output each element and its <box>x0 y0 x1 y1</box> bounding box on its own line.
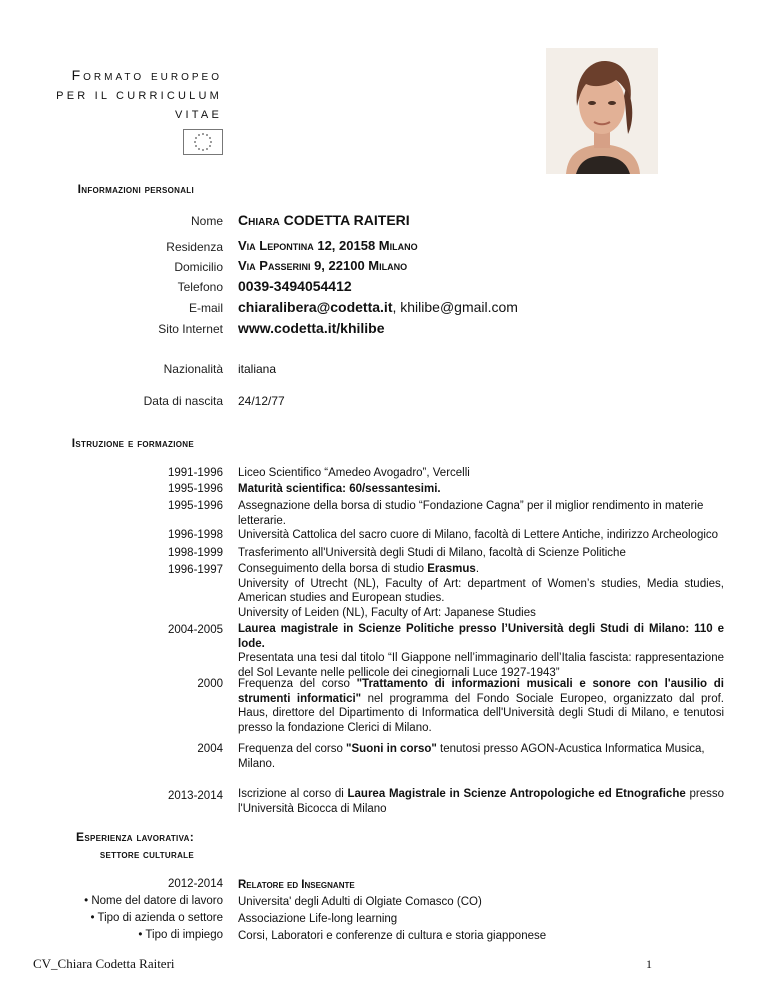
edu-text-4: Università Cattolica del sacro cuore di Milano, facoltà di Lettere Antiche, indirizzo Archeologico <box>238 529 719 541</box>
edu-year-5: 1998-1999 <box>168 547 223 559</box>
edu-year-4: 1996-1998 <box>168 529 223 541</box>
edu-year-2: 1995-1996 <box>168 483 223 495</box>
edu-year-10: 2013-2014 <box>168 790 223 802</box>
footer-page-number: 1 <box>646 957 652 971</box>
edu-text-3: Assegnazione della borsa di studio “Fondazione Cagna” per il miglior rendimento in materie letterarie. <box>238 500 704 527</box>
value-nome: Chiara CODETTA RAITERI <box>238 212 410 228</box>
work-type-label: • Tipo di azienda o settore <box>90 912 223 924</box>
eu-flag-icon <box>183 129 223 155</box>
value-domicilio: Via Passerini 9, 22100 Milano <box>238 258 408 273</box>
value-nazionalita: italiana <box>238 362 277 376</box>
edu-year-1: 1991-1996 <box>168 467 223 479</box>
label-residenza: Residenza <box>166 240 223 254</box>
value-nascita: 24/12/77 <box>238 394 285 408</box>
footer-document-name: CV_Chiara Codetta Raiteri <box>33 956 175 971</box>
work-year: 2012-2014 <box>168 878 223 890</box>
work-job: Corsi, Laboratori e conferenze di cultura e storia giapponese <box>238 930 547 942</box>
edu-text-5: Trasferimento all'Università degli Studi di Milano, facoltà di Scienze Politiche <box>238 547 626 559</box>
section-personal-info: Informazioni personali <box>77 182 194 196</box>
edu-year-9: 2004 <box>197 743 223 755</box>
work-type: Associazione Life-long learning <box>238 913 398 925</box>
label-domicilio: Domicilio <box>174 260 223 274</box>
edu-text-10: Iscrizione al corso di Laurea Magistrale in Scienze Antropologiche ed Etnografiche presso l'Università Bicocca di Milano <box>238 788 724 815</box>
work-employer: Universita' degli Adulti di Olgiate Comasco (CO) <box>238 896 482 908</box>
label-sito: Sito Internet <box>158 322 223 336</box>
edu-text-7: Laurea magistrale in Scienze Politiche presso l’Università degli Studi di Milano: 110 e lode. Presentata una tesi dal titolo “Il Giappone nell’immaginario dell’Italia fascista: rappresentazione del Sol Levante nelle pellicole dei cinegiornali Luce 1927-1943” <box>238 623 724 679</box>
edu-year-7: 2004-2005 <box>168 624 223 636</box>
value-residenza: Via Lepontina 12, 20158 Milano <box>238 238 418 253</box>
value-sito-link[interactable]: www.codetta.it/khilibe <box>238 320 385 336</box>
title-line-2: PER IL CURRICULUM <box>56 90 222 102</box>
label-nome: Nome <box>190 214 223 228</box>
edu-text-2: Maturità scientifica: 60/sessantesimi. <box>238 483 441 495</box>
edu-year-8: 2000 <box>197 678 223 690</box>
label-nazionalita: Nazionalità <box>163 362 223 376</box>
title-line-3: VITAE <box>175 109 222 121</box>
label-telefono: Telefono <box>177 280 223 294</box>
edu-text-1: Liceo Scientifico “Amedeo Avogadro”, Vercelli <box>238 467 470 479</box>
edu-text-6: Conseguimento della borsa di studio Erasmus. University of Utrecht (NL), Faculty of Art: department of Women’s studies, Media studies, American studies and European studies. University of Leiden (NL), Faculty of Art: Japanese Studies <box>238 563 724 619</box>
work-job-label: • Tipo di impiego <box>138 929 223 941</box>
edu-year-3: 1995-1996 <box>168 500 223 512</box>
edu-text-8: Frequenza del corso "Trattamento di informazioni musicali e sonore con l'ausilio di strumenti informatici" nel programma del Fondo Sociale Europeo, organizzato dal prof. Haus, direttore del Dipartimento di Informatica dell'Università degli Studi di Milano, e tenutosi presso la fondazione Clerici di Milano. <box>238 678 724 734</box>
email-secondary: , khilibe@gmail.com <box>392 299 518 315</box>
label-nascita: Data di nascita <box>143 394 223 408</box>
edu-text-9: Frequenza del corso "Suoni in corso" tenutosi presso AGON-Acustica Informatica Musica, Milano. <box>238 743 705 770</box>
section-education: Istruzione e formazione <box>71 436 194 450</box>
edu-year-6: 1996-1997 <box>168 564 223 576</box>
work-role: Relatore ed Insegnante <box>238 879 355 891</box>
cv-format-title <box>56 66 222 125</box>
value-telefono: 0039-3494054412 <box>238 278 352 294</box>
email-primary-link[interactable]: chiaralibera@codetta.it <box>238 299 393 315</box>
work-employer-label: • Nome del datore di lavoro <box>84 895 223 907</box>
value-email <box>238 299 518 315</box>
profile-photo <box>546 48 658 174</box>
title-line-1: Formato europeo <box>71 67 222 83</box>
label-email: E-mail <box>188 301 223 315</box>
section-work: Esperienza lavorativa: settore culturale <box>76 830 194 861</box>
